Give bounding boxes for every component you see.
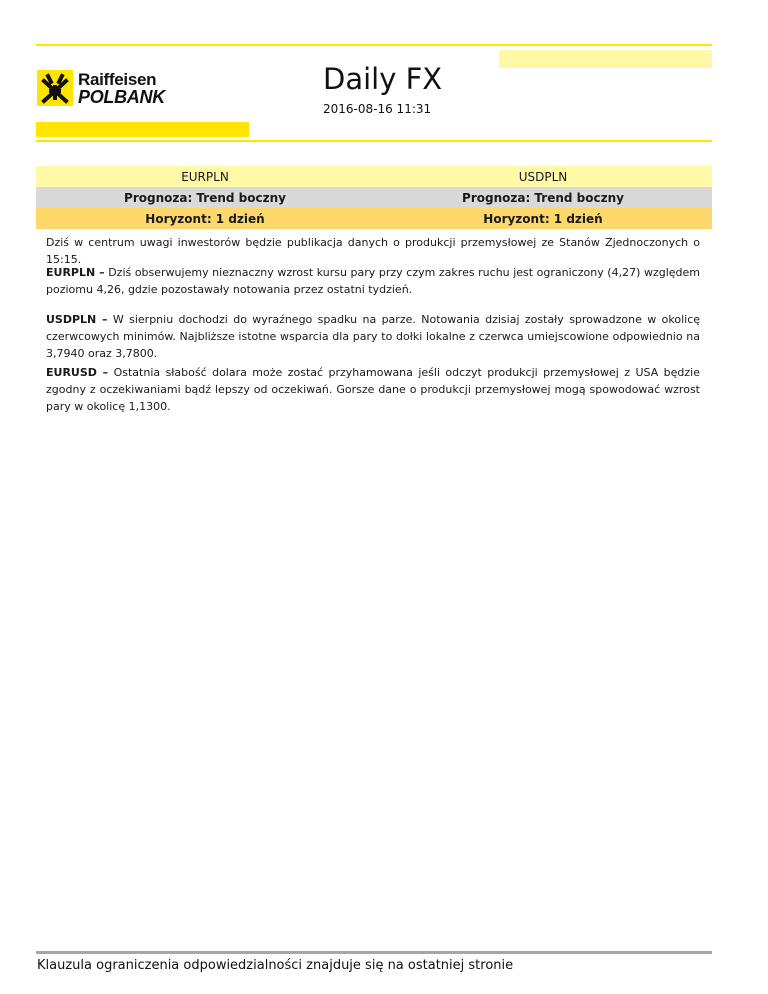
paragraph-lead: USDPLN – bbox=[46, 313, 108, 326]
paragraph-lead: EURUSD – bbox=[46, 366, 109, 379]
brand-name-line1: Raiffeisen bbox=[78, 70, 157, 89]
horizon-row bbox=[36, 208, 712, 229]
paragraph-text: W sierpniu dochodzi do wyraźnego spadku na parze. Notowania dzisiaj zostały sprowadzone w okolicę czerwcowych minimów. Najbliższe istotne wsparcia dla pary to dołki lokalne z czerwca umiejscowione odpowiednio na 3,7940 oraz 3,7800. bbox=[46, 313, 701, 360]
forecast-usdpln: Prognoza: Trend boczny bbox=[462, 190, 624, 205]
paragraph-text: Ostatnia słabość dolara może zostać przyhamowana jeśli odczyt produkcji przemysłowej z USA będzie zgodny z oczekiwaniami bądź lepszy od oczekiwań. Gorsze dane o produkcji przemysłowej mogą spowodować wzrost pary w okolicę 1,1300. bbox=[46, 366, 700, 413]
paragraph-lead: EURPLN – bbox=[46, 266, 105, 279]
header-yellow-block bbox=[36, 122, 249, 137]
report-date: 2016-08-16 11:31 bbox=[323, 102, 432, 116]
forecast-eurpln: Prognoza: Trend boczny bbox=[124, 190, 286, 205]
forecast-row bbox=[36, 187, 712, 208]
header-bottom-rule bbox=[36, 140, 712, 142]
usdpln-paragraph bbox=[46, 311, 700, 362]
pair-label-usdpln: USDPLN bbox=[518, 169, 568, 184]
pair-label-eurpln: EURPLN bbox=[181, 169, 229, 184]
page-title: Daily FX bbox=[323, 62, 443, 96]
paragraph-text: Dziś obserwujemy nieznaczny wzrost kursu pary przy czym zakres ruchu jest ograniczony (4,27) względem poziomu 4,26, gdzie pozostawały notowania przez ostatni tydzień. bbox=[46, 266, 700, 296]
header-top-rule bbox=[36, 44, 712, 46]
horizon-eurpln: Horyzont: 1 dzień bbox=[145, 211, 265, 226]
brand-logo bbox=[37, 70, 177, 108]
header-accent-bar bbox=[499, 50, 712, 68]
eurusd-paragraph bbox=[46, 364, 700, 415]
brand-name-line2: POLBANK bbox=[78, 87, 165, 107]
raiffeisen-gable-cross-icon bbox=[37, 70, 73, 106]
pair-row bbox=[36, 166, 712, 187]
footer-rule bbox=[36, 951, 712, 954]
footer-disclaimer: Klauzula ograniczenia odpowiedzialności znajduje się na ostatniej stronie bbox=[37, 958, 514, 973]
forecast-table bbox=[36, 166, 712, 229]
horizon-usdpln: Horyzont: 1 dzień bbox=[483, 211, 603, 226]
eurpln-paragraph bbox=[46, 264, 700, 298]
intro-paragraph: Dziś w centrum uwagi inwestorów będzie publikacja danych o produkcji przemysłowej ze Stanów Zjednoczonych o 15:15. bbox=[46, 236, 700, 266]
